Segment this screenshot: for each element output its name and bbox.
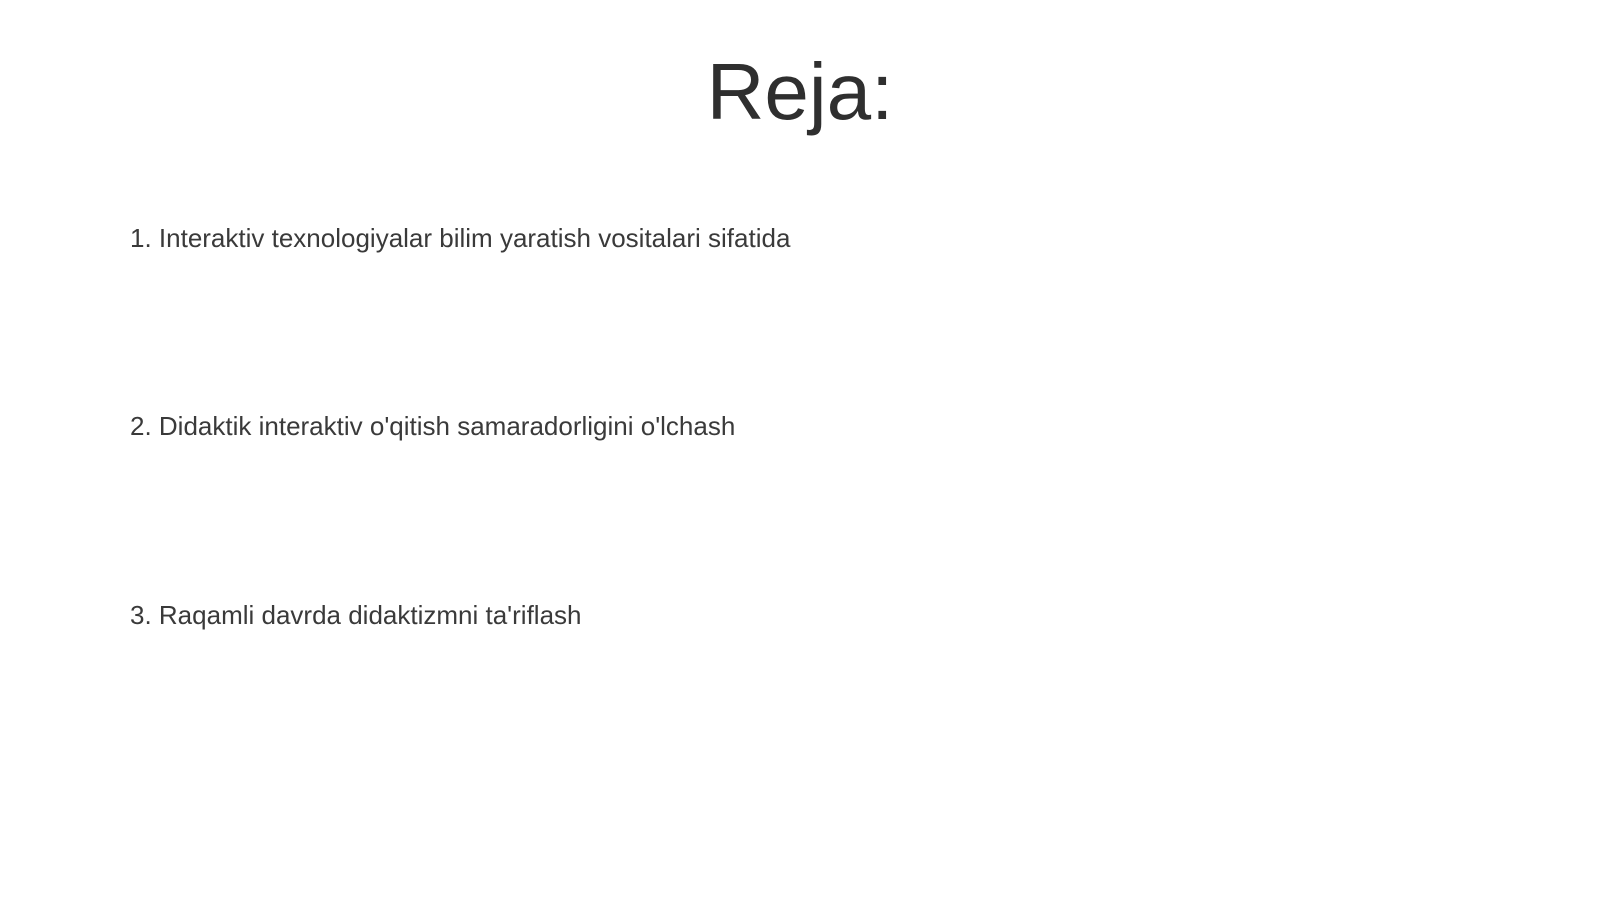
plan-item-2: 2. Didaktik interaktiv o'qitish samaradorligini o'lchash (130, 411, 736, 441)
plan-item-3: 3. Raqamli davrda didaktizmni ta'riflash (130, 600, 582, 630)
plan-item-1: 1. Interaktiv texnologiyalar bilim yaratish vositalari sifatida (130, 223, 791, 253)
slide-title: Reja: (706, 47, 894, 136)
